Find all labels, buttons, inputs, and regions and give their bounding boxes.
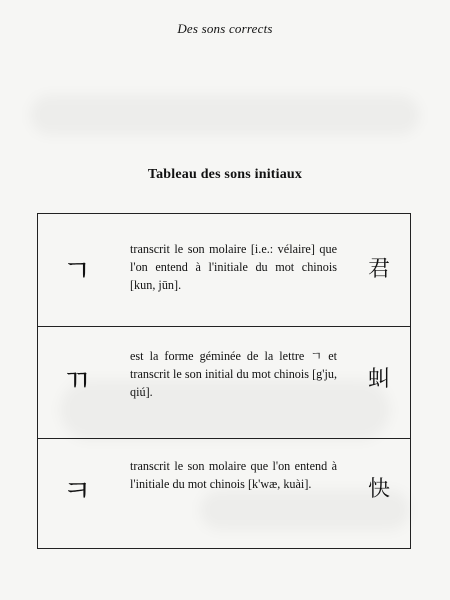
table-row — [38, 326, 410, 438]
table-title: Tableau des sons initiaux — [147, 167, 303, 182]
chinese-character: 君 — [367, 257, 390, 282]
bleed-through-shade — [30, 95, 420, 135]
table-row — [38, 438, 410, 549]
table-row — [38, 214, 410, 326]
running-head: Des sons corrects — [177, 21, 273, 36]
hangul-letter: ㄲ — [62, 364, 92, 399]
chinese-character: 虯 — [367, 367, 390, 392]
chinese-character: 快 — [367, 477, 390, 502]
hangul-letter: ㄱ — [62, 254, 92, 289]
sound-description: est la forme géminée de la lettre ㄱ et transcrit le son initial du mot chinois [g'ju, qiú]. — [130, 349, 337, 399]
sound-description: transcrit le son molaire que l'on entend à l'initiale du mot chinois [k'wæ, kuài]. — [130, 459, 337, 491]
initial-sounds-table — [37, 213, 411, 549]
hangul-letter: ㅋ — [62, 474, 92, 509]
sound-description: transcrit le son molaire [i.e.: vélaire] que l'on entend à l'initiale du mot chinois [kun, jūn]. — [130, 242, 337, 292]
